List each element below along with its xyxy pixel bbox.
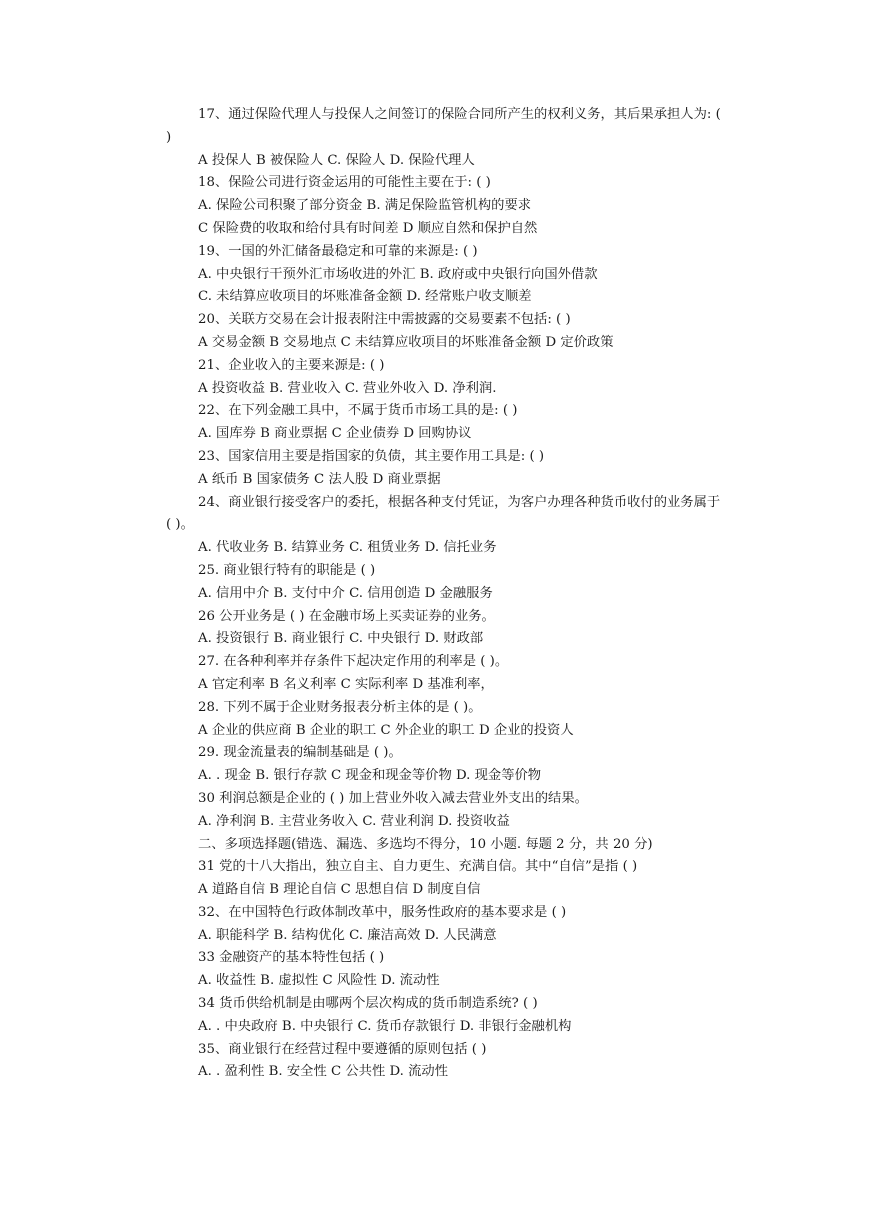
options-21: A 投资收益 B. 营业收入 C. 营业外收入 D. 净利润. (198, 380, 497, 396)
question-20: 20、关联方交易在会计报表附注中需披露的交易要素不包括: ( ) (198, 312, 571, 328)
options-33: A. 收益性 B. 虚拟性 C 风险性 D. 流动性 (198, 973, 440, 989)
options-19-c-d: C. 未结算应收项目的坏账准备金额 D. 经常账户收支顺差 (198, 289, 532, 305)
question-19: 19、一国的外汇储备最稳定和可靠的来源是: ( ) (198, 243, 478, 259)
options-19-a-b: A. 中央银行干预外汇市场收进的外汇 B. 政府或中央银行向国外借款 (198, 266, 598, 282)
question-21: 21、企业收入的主要来源是: ( ) (198, 357, 385, 373)
question-33: 33 金融资产的基本特性包括 ( ) (198, 950, 385, 966)
options-30: A. 净利润 B. 主营业务收入 C. 营业利润 D. 投资收益 (198, 813, 510, 829)
question-25: 25. 商业银行特有的职能是 ( ) (198, 562, 376, 578)
options-20: A 交易金额 B 交易地点 C 未结算应收项目的坏账准备金额 D 定价政策 (198, 334, 614, 350)
options-23: A 纸币 B 国家债务 C 法人股 D 商业票据 (198, 471, 441, 487)
options-27: A 官定利率 B 名义利率 C 实际利率 D 基准利率， (198, 676, 494, 692)
question-22: 22、在下列金融工具中，不属于货币市场工具的是: ( ) (198, 403, 518, 419)
options-32: A. 职能科学 B. 结构优化 C. 廉洁高效 D. 人民满意 (198, 927, 497, 943)
question-30: 30 利润总额是企业的 ( ) 加上营业外收入减去营业外支出的结果。 (198, 790, 588, 806)
options-34: A. . 中央政府 B. 中央银行 C. 货币存款银行 D. 非银行金融机构 (198, 1018, 572, 1034)
question-23: 23、国家信用主要是指国家的负债，其主要作用工具是: ( ) (198, 448, 545, 464)
question-28: 28. 下列不属于企业财务报表分析主体的是 ( )。 (198, 699, 482, 715)
question-17: 17、通过保险代理人与投保人之间签订的保险合同所产生的权利义务，其后果承担人为: ( ) (166, 107, 721, 145)
options-17: A 投保人 B 被保险人 C. 保险人 D. 保险代理人 (198, 152, 475, 168)
options-26: A. 投资银行 B. 商业银行 C. 中央银行 D. 财政部 (198, 631, 484, 647)
options-18-c-d: C 保险费的收取和给付具有时间差 D 顺应自然和保护自然 (198, 220, 538, 236)
question-24: 24、商业银行接受客户的委托，根据各种支付凭证，为客户办理各种货币收付的业务属于 ( )。 (166, 494, 721, 533)
question-31: 31 党的十八大指出，独立自主、自力更生、充满自信。其中“自信”是指 ( ) (198, 859, 638, 875)
options-18-a-b: A. 保险公司积聚了部分资金 B. 满足保险监管机构的要求 (198, 198, 532, 214)
document-body (166, 104, 726, 1084)
question-35: 35、商业银行在经营过程中要遵循的原则包括 ( ) (198, 1041, 487, 1057)
question-26: 26 公开业务是 ( ) 在金融市场上买卖证券的业务。 (198, 608, 495, 624)
options-31: A 道路自信 B 理论自信 C 思想自信 D 制度自信 (198, 882, 481, 898)
options-24: A. 代收业务 B. 结算业务 C. 租赁业务 D. 信托业务 (198, 540, 497, 556)
options-25: A. 信用中介 B. 支付中介 C. 信用创造 D 金融服务 (198, 585, 493, 601)
question-27: 27. 在各种利率并存条件下起决定作用的利率是 ( )。 (198, 654, 509, 670)
question-29: 29. 现金流量表的编制基础是 ( )。 (198, 745, 402, 761)
section-heading-multiple-choice: 二、多项选择题(错选、漏选、多选均不得分，10 小题. 每题 2 分，共 20 分) (198, 836, 653, 852)
options-28: A 企业的供应商 B 企业的职工 C 外企业的职工 D 企业的投资人 (198, 722, 574, 738)
options-29: A. . 现金 B. 银行存款 C 现金和现金等价物 D. 现金等价物 (198, 768, 542, 784)
question-18: 18、保险公司进行资金运用的可能性主要在于: ( ) (198, 175, 491, 191)
options-22: A. 国库券 B 商业票据 C 企业债券 D 回购协议 (198, 426, 472, 442)
question-32: 32、在中国特色行政体制改革中，服务性政府的基本要求是 ( ) (198, 904, 567, 920)
question-34: 34 货币供给机制是由哪两个层次构成的货币制造系统? ( ) (198, 996, 538, 1012)
options-35: A. . 盈利性 B. 安全性 C 公共性 D. 流动性 (198, 1064, 449, 1080)
